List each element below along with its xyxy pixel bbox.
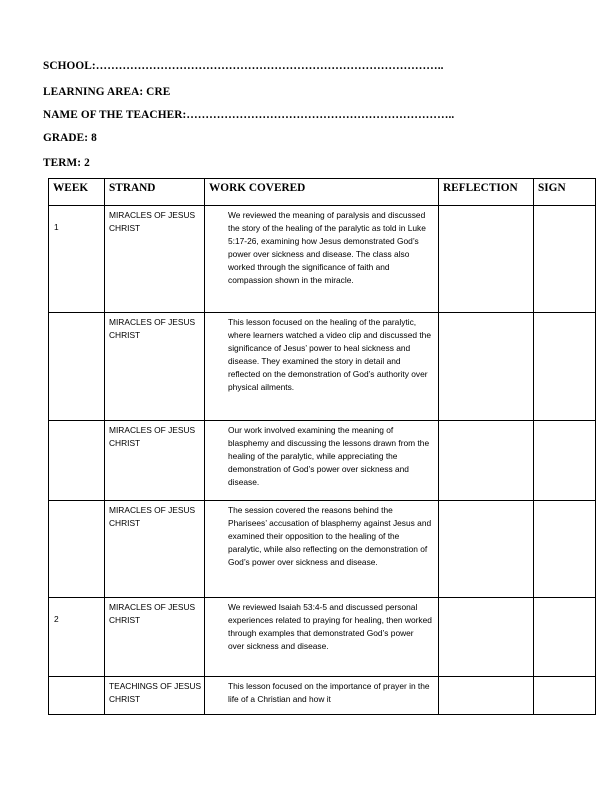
- grade-line: GRADE: 8: [43, 132, 97, 144]
- week-cell: 2: [49, 598, 105, 677]
- strand-cell: MIRACLES OF JESUS CHRIST: [105, 313, 205, 421]
- teacher-name-line: NAME OF THE TEACHER:……………………………………………………………..: [43, 109, 455, 121]
- sign-cell: [534, 677, 596, 715]
- work-covered-cell: The session covered the reasons behind the Pharisees’ accusation of blasphemy against Jesus and examined their opposition to the healing of the paralytic, while also reflecting on the demonstration of God’s power over sickness and disease.: [205, 501, 439, 598]
- week-cell: 1: [49, 206, 105, 313]
- sign-cell: [534, 501, 596, 598]
- column-header-week: WEEK: [49, 179, 105, 206]
- reflection-cell: [439, 598, 534, 677]
- work-covered-cell: Our work involved examining the meaning of blasphemy and discussing the lessons drawn from the healing of the paralytic, while appreciating the demonstration of God’s power over sickness and disease.: [205, 421, 439, 501]
- table-header-row: [49, 179, 596, 206]
- reflection-cell: [439, 313, 534, 421]
- table-row: [49, 206, 596, 313]
- work-covered-cell: This lesson focused on the importance of prayer in the life of a Christian and how it: [205, 677, 439, 715]
- reflection-cell: [439, 421, 534, 501]
- school-line: SCHOOL:………………………………………………………………………………..: [43, 60, 444, 72]
- sign-cell: [534, 313, 596, 421]
- week-cell: [49, 677, 105, 715]
- record-of-work-table: [48, 178, 596, 715]
- reflection-cell: [439, 206, 534, 313]
- strand-cell: MIRACLES OF JESUS CHRIST: [105, 206, 205, 313]
- table-row: [49, 598, 596, 677]
- work-covered-cell: We reviewed the meaning of paralysis and discussed the story of the healing of the paralytic as told in Luke 5:17-26, examining how Jesus demonstrated God’s power over sickness and disease. The class also worked through the significance of faith and compassion shown in the miracle.: [205, 206, 439, 313]
- column-header-work-covered: WORK COVERED: [205, 179, 439, 206]
- table-row: [49, 677, 596, 715]
- work-covered-cell: We reviewed Isaiah 53:4-5 and discussed personal experiences related to praying for healing, then worked through examples that demonstrated God’s power over sickness and disease.: [205, 598, 439, 677]
- strand-cell: MIRACLES OF JESUS CHRIST: [105, 598, 205, 677]
- column-header-reflection: REFLECTION: [439, 179, 534, 206]
- sign-cell: [534, 598, 596, 677]
- work-covered-cell: This lesson focused on the healing of the paralytic, where learners watched a video clip and discussed the significance of Jesus’ power to heal sickness and disease. They examined the story in detail and reflected on the demonstration of God’s authority over physical ailments.: [205, 313, 439, 421]
- strand-cell: MIRACLES OF JESUS CHRIST: [105, 501, 205, 598]
- term-line: TERM: 2: [43, 157, 90, 169]
- table-row: [49, 501, 596, 598]
- sign-cell: [534, 421, 596, 501]
- table-row: [49, 313, 596, 421]
- column-header-strand: STRAND: [105, 179, 205, 206]
- week-cell: [49, 313, 105, 421]
- week-cell: [49, 501, 105, 598]
- week-cell: [49, 421, 105, 501]
- learning-area-line: LEARNING AREA: CRE: [43, 86, 171, 98]
- table-row: [49, 421, 596, 501]
- strand-cell: TEACHINGS OF JESUS CHRIST: [105, 677, 205, 715]
- reflection-cell: [439, 677, 534, 715]
- column-header-sign: SIGN: [534, 179, 596, 206]
- sign-cell: [534, 206, 596, 313]
- strand-cell: MIRACLES OF JESUS CHRIST: [105, 421, 205, 501]
- reflection-cell: [439, 501, 534, 598]
